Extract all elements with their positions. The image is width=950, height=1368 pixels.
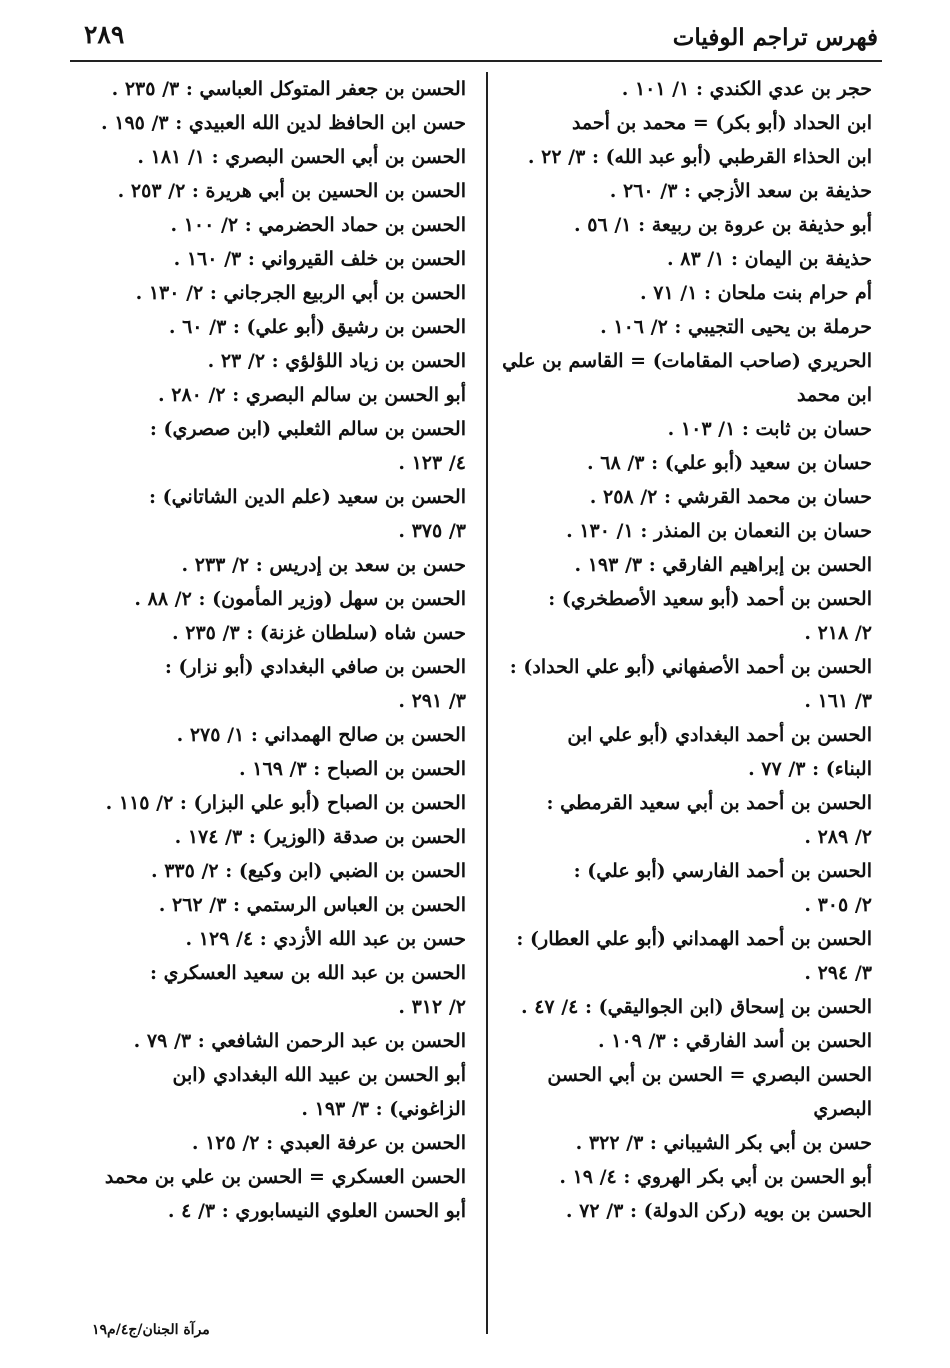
index-entry: الحسن بن الصباح (أبو علي البزار) : ٢/ ١١٥ . bbox=[105, 792, 466, 814]
index-entry: ٤/ ١٢٣ . bbox=[398, 452, 466, 474]
index-entry: ابن الحداد (أبو بكر) = محمد بن أحمد bbox=[571, 112, 872, 134]
index-entry: ٣/ ٢٩٤ . bbox=[804, 962, 872, 984]
index-column-left bbox=[86, 72, 466, 1228]
index-entry: الحسن بن الضبي (ابن وكيع) : ٢/ ٣٣٥ . bbox=[150, 860, 466, 882]
index-entry: الحسن بن صالح الهمداني : ١/ ٢٧٥ . bbox=[176, 724, 466, 746]
index-entry: حذيفة بن اليمان : ١/ ٨٣ . bbox=[667, 248, 872, 270]
index-entry: الحسن بن حماد الحضرمي : ٢/ ١٠٠ . bbox=[170, 214, 466, 236]
index-entry: حسن شاه (سلطان غزنة) : ٣/ ٢٣٥ . bbox=[172, 622, 466, 644]
index-entry: حجر بن عدي الكندي : ١/ ١٠١ . bbox=[621, 78, 872, 100]
index-entry: الحسن بن رشيق (أبو علي) : ٣/ ٦٠ . bbox=[168, 316, 466, 338]
index-entry: حسان بن محمد القرشي : ٢/ ٢٥٨ . bbox=[589, 486, 872, 508]
index-entry: ٣/ ٢٩١ . bbox=[398, 690, 466, 712]
index-entry: الحسن بن الحسين بن أبي هريرة : ٢/ ٢٥٣ . bbox=[117, 180, 466, 202]
index-entry: حسن بن سعد بن إدريس : ٢/ ٢٣٣ . bbox=[181, 554, 466, 576]
index-entry: حسن بن عبد الله الأزدي : ٤/ ١٢٩ . bbox=[185, 928, 466, 950]
index-entry: أبو الحسن بن أبي بكر الهروي : ٤/ ١٩ . bbox=[559, 1166, 872, 1188]
index-entry: حسان بن النعمان بن المنذر : ١/ ١٣٠ . bbox=[566, 520, 872, 542]
index-entry: ٣/ ٣٧٥ . bbox=[398, 520, 466, 542]
index-entry: الحسن بن صافي البغدادي (أبو نزار) : bbox=[164, 656, 466, 678]
index-entry: الحسن بن صدقة (الوزير) : ٣/ ١٧٤ . bbox=[174, 826, 466, 848]
index-entry: حسن ابن الحافظ لدين الله العبيدي : ٣/ ١٩٥ . bbox=[101, 112, 466, 134]
index-entry: الزاغوني) : ٣/ ١٩٣ . bbox=[301, 1098, 466, 1120]
index-entry: البناء) : ٣/ ٧٧ . bbox=[748, 758, 872, 780]
index-entry: الحسن بن عرفة العبدي : ٢/ ١٢٥ . bbox=[191, 1132, 466, 1154]
header-rule bbox=[70, 60, 882, 62]
index-entry: الحسن بن أحمد الفارسي (أبو علي) : bbox=[573, 860, 872, 882]
index-entry: الحسن بن أحمد بن أبي سعيد القرمطي : bbox=[546, 792, 872, 814]
index-entry: الحسن بن بويه (ركن الدولة) : ٣/ ٧٢ . bbox=[565, 1200, 872, 1222]
index-entry: حرملة بن يحيى التجيبي : ٢/ ١٠٦ . bbox=[600, 316, 872, 338]
page-number: ٢٨٩ bbox=[84, 20, 125, 49]
index-entry: الحريري (صاحب المقامات) = القاسم بن علي bbox=[502, 350, 872, 372]
index-entry: ٢/ ٣١٢ . bbox=[398, 996, 466, 1018]
index-entry: الحسن بن أحمد الهمداني (أبو علي العطار) : bbox=[516, 928, 872, 950]
index-entry: الحسن بن إبراهيم الفارقي : ٣/ ١٩٣ . bbox=[574, 554, 872, 576]
index-column-right bbox=[500, 72, 872, 1228]
index-entry: الحسن بن أحمد البغدادي (أبو علي ابن bbox=[567, 724, 872, 746]
index-entry: أبو الحسن العلوي النيسابوري : ٣/ ٤ . bbox=[167, 1200, 466, 1222]
index-entry: الحسن بن سعيد (علم الدين الشاتاني) : bbox=[148, 486, 466, 508]
index-entry: ابن الحذاء القرطبي (أبو عبد الله) : ٣/ ٢٢ . bbox=[527, 146, 872, 168]
index-entry: الحسن بن أبي الربيع الجرجاني : ٢/ ١٣٠ . bbox=[135, 282, 466, 304]
index-entry: الحسن بن خلف القيرواني : ٣/ ١٦٠ . bbox=[173, 248, 466, 270]
index-entry: حسان بن ثابت : ١/ ١٠٣ . bbox=[667, 418, 872, 440]
index-entry: الحسن بن العباس الرستمي : ٣/ ٢٦٢ . bbox=[158, 894, 466, 916]
index-entry: الحسن العسكري = الحسن بن علي بن محمد bbox=[104, 1166, 466, 1188]
index-entry: ٣/ ١٦١ . bbox=[804, 690, 872, 712]
index-entry: أبو الحسن بن سالم البصري : ٢/ ٢٨٠ . bbox=[158, 384, 466, 406]
index-entry: الحسن بن أحمد (أبو سعيد الأصطخري) : bbox=[548, 588, 872, 610]
index-entry: ٢/ ٢١٨ . bbox=[804, 622, 872, 644]
index-entry: الحسن بن عبد الرحمن الشافعي : ٣/ ٧٩ . bbox=[133, 1030, 466, 1052]
footer-signature: مرآة الجنان/ج٤/م١٩ bbox=[92, 1322, 210, 1338]
index-entry: الحسن بن زياد اللؤلؤي : ٢/ ٢٣ . bbox=[207, 350, 466, 372]
index-entry: الحسن بن أبي الحسن البصري : ١/ ١٨١ . bbox=[137, 146, 466, 168]
index-entry: ٢/ ٢٨٩ . bbox=[804, 826, 872, 848]
column-divider bbox=[486, 72, 488, 1334]
page-title: فهرس تراجم الوفيات bbox=[672, 24, 878, 51]
index-entry: الحسن بن سالم الثعلبي (ابن صصري) : bbox=[149, 418, 466, 440]
index-entry: الحسن بن إسحاق (ابن الجواليقي) : ٤/ ٤٧ . bbox=[520, 996, 872, 1018]
index-entry: الحسن بن عبد الله بن سعيد العسكري : bbox=[150, 962, 466, 984]
index-entry: الحسن بن سهل (وزير المأمون) : ٢/ ٨٨ . bbox=[134, 588, 466, 610]
index-entry: حذيفة بن سعد الأزجي : ٣/ ٢٦٠ . bbox=[609, 180, 872, 202]
index-entry: الحسن بن أسد الفارقي : ٣/ ١٠٩ . bbox=[598, 1030, 872, 1052]
index-entry: أبو الحسن بن عبيد الله البغدادي (ابن bbox=[172, 1064, 466, 1086]
index-entry: الحسن بن جعفر المتوكل العباسي : ٣/ ٢٣٥ . bbox=[111, 78, 466, 100]
index-entry: الحسن البصري = الحسن بن أبي الحسن bbox=[547, 1064, 872, 1086]
index-entry: الحسن بن أحمد الأصفهاني (أبو علي الحداد) : bbox=[509, 656, 872, 678]
index-entry: ابن محمد bbox=[796, 384, 872, 406]
index-entry: أبو حذيفة بن عروة بن ربيعة : ١/ ٥٦ . bbox=[574, 214, 872, 236]
index-entry: البصري bbox=[813, 1098, 872, 1120]
index-entry: الحسن بن الصباح : ٣/ ١٦٩ . bbox=[239, 758, 466, 780]
index-entry: حسان بن سعيد (أبو علي) : ٣/ ٦٨ . bbox=[587, 452, 872, 474]
index-entry: ٢/ ٣٠٥ . bbox=[804, 894, 872, 916]
index-entry: حسن بن أبي بكر الشيباني : ٣/ ٣٢٢ . bbox=[575, 1132, 872, 1154]
index-entry: أم حرام بنت ملحان : ١/ ٧١ . bbox=[640, 282, 872, 304]
